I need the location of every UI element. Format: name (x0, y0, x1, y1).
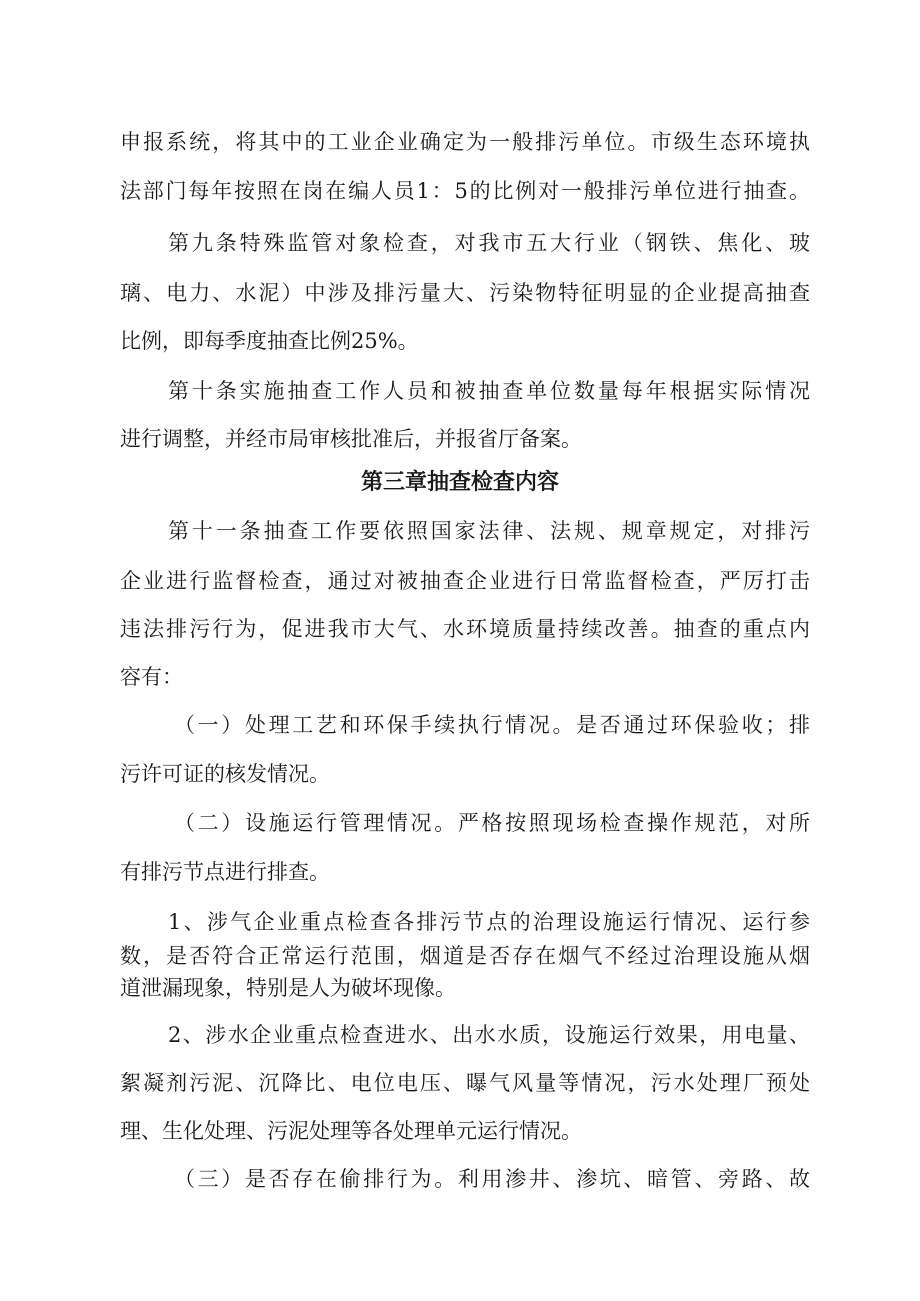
text-line: 违法排污行为，促进我市大气、水环境质量持续改善。抽查的重点内 (120, 617, 810, 641)
item-3-line: （三）是否存在偷排行为。利用渗井、渗坑、暗管、旁路、故 (174, 1167, 810, 1191)
text-line: 道泄漏现象，特别是人为破坏现像。 (120, 976, 456, 1000)
article-10-line: 第十条实施抽查工作人员和被抽查单位数量每年根据实际情况 (168, 379, 810, 403)
item-2-line: （二）设施运行管理情况。严格按照现场检查操作规范，对所 (174, 811, 810, 835)
sub-item-1-line: 1、涉气企业重点检查各排污节点的治理设施运行情况、运行参 (168, 910, 810, 934)
text-line: 企业进行监督检查，通过对被抽查企业进行日常监督检查，严厉打击 (120, 569, 810, 593)
item-1-line: （一）处理工艺和环保手续执行情况。是否通过环保验收；排 (174, 713, 810, 737)
article-9-line: 第九条特殊监管对象检查，对我市五大行业（钢铁、焦化、玻 (168, 231, 810, 255)
chapter-heading: 第三章抽查检查内容 (360, 470, 559, 495)
text-line: 絮凝剂污泥、沉降比、电位电压、曝气风量等情况，污水处理厂预处 (120, 1071, 810, 1095)
article-11-line: 第十一条抽查工作要依照国家法律、法规、规章规定，对排污 (168, 519, 810, 543)
text-line: 有排污节点进行排查。 (120, 860, 330, 884)
text-line: 申报系统，将其中的工业企业确定为一般排污单位。市级生态环境执 (120, 130, 810, 154)
text-line: 进行调整，并经市局审核批准后，并报省厅备案。 (120, 427, 582, 451)
text-line: 数，是否符合正常运行范围，烟道是否存在烟气不经过治理设施从烟 (120, 944, 810, 968)
text-line: 污许可证的核发情况。 (120, 762, 330, 786)
text-line: 理、生化处理、污泥处理等各处理单元运行情况。 (120, 1119, 582, 1143)
sub-item-2-line: 2、涉水企业重点检查进水、出水水质，设施运行效果，用电量、 (168, 1023, 810, 1047)
text-line: 容有： (120, 665, 183, 689)
text-line: 璃、电力、水泥）中涉及排污量大、污染物特征明显的企业提高抽查 (120, 281, 810, 305)
text-line: 法部门每年按照在岗在编人员1：5的比例对一般排污单位进行抽查。 (120, 179, 810, 203)
text-line: 比例，即每季度抽查比例25%。 (120, 329, 419, 353)
